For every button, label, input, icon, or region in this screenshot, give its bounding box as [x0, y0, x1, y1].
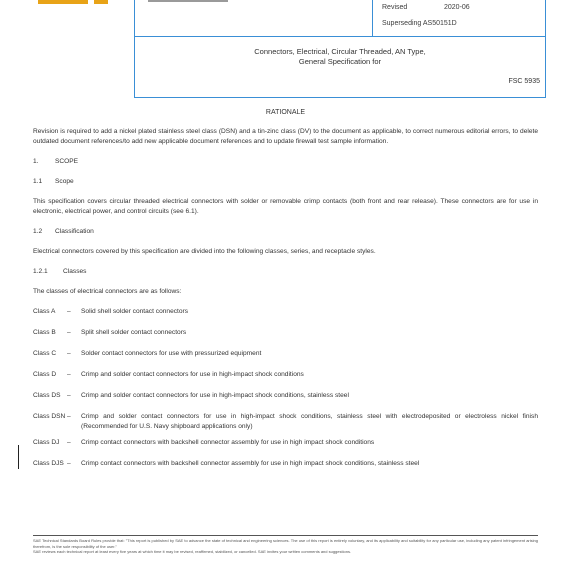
section-title: Classification — [55, 228, 94, 235]
footer-line: SAE reviews each technical report at least every five years at which time it may be revised, reaffirmed, stabilized, or cancelled. SAE invites your written comments and suggestions. — [33, 549, 352, 554]
section-number: 1.2 — [33, 228, 43, 235]
logo-fragment — [94, 0, 108, 4]
footer-divider — [33, 535, 538, 536]
class-description: Crimp contact connectors with backshell connector assembly for use in high impact shock conditions, stainless steel — [81, 460, 420, 467]
header-border — [372, 0, 373, 36]
revised-label: Revised — [382, 4, 408, 11]
rationale-heading: RATIONALE — [265, 109, 306, 116]
class-item — [33, 349, 538, 359]
header-border — [134, 97, 546, 98]
classes-intro: The classes of electrical connectors are as follows: — [33, 288, 182, 295]
logo-fragment — [148, 0, 228, 2]
class-dash: – — [67, 350, 71, 357]
class-dash: – — [67, 308, 71, 315]
class-label: Class DS — [33, 392, 61, 399]
class-item — [33, 412, 538, 432]
superseding-note: Superseding AS50151D — [382, 20, 457, 27]
header-border — [134, 36, 546, 37]
class-label: Class DJS — [33, 460, 64, 467]
section-number: 1.2.1 — [33, 268, 48, 275]
section-title: Scope — [55, 178, 74, 185]
class-description: Crimp and solder contact connectors for use in high-impact shock conditions, stainless steel with electrodeposited or electroless nickel finish (Recommended for U.S. Navy shipboard applications only) — [81, 413, 538, 430]
revision-change-bar — [18, 445, 19, 469]
class-item — [33, 307, 538, 317]
section-heading — [33, 157, 538, 167]
document-title-line2: General Specification for — [298, 57, 382, 66]
class-item — [33, 328, 538, 338]
class-item — [33, 438, 538, 448]
logo-fragment — [38, 0, 88, 4]
class-label: Class C — [33, 350, 57, 357]
section-number: 1.1 — [33, 178, 43, 185]
class-description: Solid shell solder contact connectors — [81, 308, 189, 315]
section-number: 1. — [33, 158, 39, 165]
footer-line: SAE Technical Standards Board Rules provide that: "This report is published by SAE to advance the state of technical and engineering sciences. The use of this report is entirely voluntary, and its applicability and suitability for any particular use, including any patent infringement arising therefrom, is the sole responsibility of the user." — [33, 538, 538, 549]
class-label: Class B — [33, 329, 56, 336]
class-item — [33, 391, 538, 401]
class-label: Class DJ — [33, 439, 60, 446]
class-dash: – — [67, 371, 71, 378]
class-item — [33, 459, 538, 469]
class-dash: – — [67, 460, 71, 467]
class-description: Crimp and solder contact connectors for use in high-impact shock conditions — [81, 371, 304, 378]
section-heading — [33, 267, 538, 277]
document-body — [33, 108, 538, 480]
class-label: Class D — [33, 371, 57, 378]
class-item — [33, 370, 538, 380]
class-label: Class DSN — [33, 413, 66, 420]
section-title: Classes — [63, 268, 87, 275]
class-description: Crimp contact connectors with backshell connector assembly for use in high impact shock conditions — [81, 439, 375, 446]
class-description: Crimp and solder contact connectors for use in high-impact shock conditions, stainless steel — [81, 392, 349, 399]
class-dash: – — [67, 329, 71, 336]
section-heading — [33, 227, 538, 237]
fsc-code: FSC 5935 — [508, 78, 540, 85]
section-title: SCOPE — [55, 158, 79, 165]
document-title-line1: Connectors, Electrical, Circular Threaded, AN Type, — [254, 47, 426, 56]
class-dash: – — [67, 413, 71, 420]
class-dash: – — [67, 392, 71, 399]
classification-text: Electrical connectors covered by this specification are divided into the following classes, series, and receptacle styles. — [33, 248, 376, 255]
class-description: Solder contact connectors for use with pressurized equipment — [81, 350, 262, 357]
rationale-text: Revision is required to add a nickel plated stainless steel class (DSN) and a tin-zinc class (DV) to the document as applicable, to correct numerous editorial errors, to delete outdated document references/to add new applicable document references and to update firewall test sample information. — [33, 128, 538, 145]
revised-date: 2020-06 — [444, 4, 470, 11]
class-description: Split shell solder contact connectors — [81, 329, 187, 336]
scope-text: This specification covers circular threaded electrical connectors with solder or removable crimp contacts (both front and rear release). These connectors are for use in electronic, electrical power, and control circuits (see 6.1). — [33, 198, 538, 215]
class-dash: – — [67, 439, 71, 446]
class-label: Class A — [33, 308, 56, 315]
section-heading — [33, 177, 538, 187]
footer-notice — [33, 538, 538, 555]
